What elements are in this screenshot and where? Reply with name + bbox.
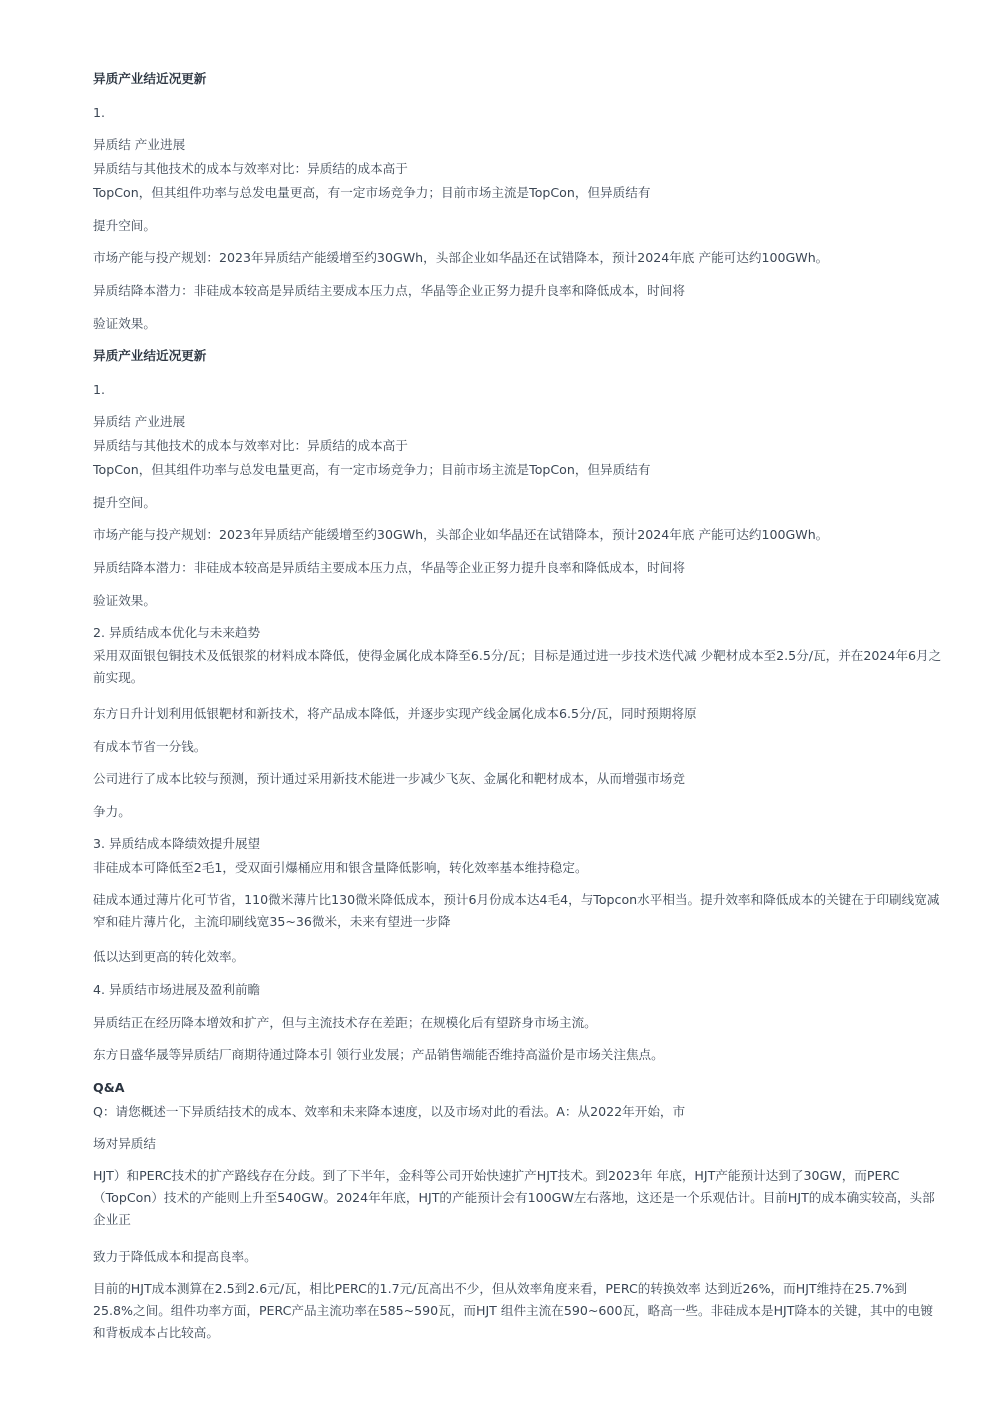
paragraph-line: 场对异质结 xyxy=(93,1136,156,1151)
paragraph-line: TopCon，但其组件功率与总发电量更高，有一定市场竞争力；目前市场主流是TopCon，但异质结有 xyxy=(93,462,651,477)
paragraph: 目前的HJT成本测算在2.5到2.6元/瓦，相比PERC的1.7元/瓦高出不少，但从效率角度来看，PERC的转换效率 达到近26%，而HJT维持在25.7%到25.8%之间。组件功率方面，PERC产品主流功率在585~590瓦，而HJT 组件主流在590~600瓦，略高一些。非硅成本是HJT降本的关键，其中的电镀和背板成本占比较高。 xyxy=(93,1281,933,1340)
paragraph-line: TopCon，但其组件功率与总发电量更高，有一定市场竞争力；目前市场主流是TopCon，但异质结有 xyxy=(93,185,651,200)
paragraph: HJT）和PERC技术的扩产路线存在分歧。到了下半年，金科等公司开始快速扩产HJT技术。到2023年 年底，HJT产能预计达到了30GW，而PERC（TopCon）技术的产能则上升至540GW。2024年年底，HJT的产能预计会有100GW左右落地，这还是一个乐观估计。目前HJT的成本确实较高，头部企业正 xyxy=(93,1168,935,1227)
paragraph-line: 验证效果。 xyxy=(93,593,156,608)
paragraph-line: 公司进行了成本比较与预测，预计通过采用新技术能进一步减少飞灰、金属化和靶材成本，从而增强市场竞 xyxy=(93,771,685,786)
paragraph-line: 市场产能与投产规划：2023年异质结产能缓增至约30GWh，头部企业如华晶还在试错降本，预计2024年底 产能可达约100GWh。 xyxy=(93,527,829,542)
paragraph-line: 异质结正在经历降本增效和扩产，但与主流技术存在差距；在规模化后有望跻身市场主流。 xyxy=(93,1015,597,1030)
paragraph-line: 验证效果。 xyxy=(93,316,156,331)
paragraph: 硅成本通过薄片化可节省，110微米薄片比130微米降低成本，预计6月份成本达4毛4，与Topcon水平相当。提升效率和降低成本的关键在于印刷线宽减窄和硅片薄片化，主流印刷线宽35~36微米，未来有望进一步降 xyxy=(93,892,940,929)
list-number: 1. xyxy=(93,382,106,397)
paragraph-line: Q：请您概述一下异质结技术的成本、效率和未来降本速度，以及市场对此的看法。A：从2022年开始，市 xyxy=(93,1104,686,1119)
list-number: 1. xyxy=(93,105,106,120)
paragraph-line: 异质结与其他技术的成本与效率对比：异质结的成本高于 xyxy=(93,438,408,453)
paragraph-line: 提升空间。 xyxy=(93,495,156,510)
subheading: 异质结 产业进展 xyxy=(93,137,186,152)
paragraph-line: 市场产能与投产规划：2023年异质结产能缓增至约30GWh，头部企业如华晶还在试错降本，预计2024年底 产能可达约100GWh。 xyxy=(93,250,829,265)
qa-heading: Q&A xyxy=(93,1080,125,1095)
subheading: 2. 异质结成本优化与未来趋势 xyxy=(93,625,261,640)
subheading: 3. 异质结成本降绩效提升展望 xyxy=(93,836,261,851)
paragraph-line: 异质结降本潜力：非硅成本较高是异质结主要成本压力点，华晶等企业正努力提升良率和降低成本，时间将 xyxy=(93,283,685,298)
section-heading: 异质产业结近况更新 xyxy=(93,71,207,86)
paragraph-line: 东方日盛华晟等异质结厂商期待通过降本引 领行业发展；产品销售端能否维持高溢价是市场关注焦点。 xyxy=(93,1047,664,1062)
section-heading: 异质产业结近况更新 xyxy=(93,348,207,363)
paragraph-line: 低以达到更高的转化效率。 xyxy=(93,949,245,964)
paragraph-line: 异质结与其他技术的成本与效率对比：异质结的成本高于 xyxy=(93,161,408,176)
paragraph-line: 争力。 xyxy=(93,804,131,819)
paragraph-line: 东方日升计划利用低银靶材和新技术，将产品成本降低，并逐步实现产线金属化成本6.5分/瓦，同时预期将原 xyxy=(93,706,697,721)
subheading: 4. 异质结市场进展及盈利前瞻 xyxy=(93,982,261,997)
paragraph: 采用双面银包铜技术及低银浆的材料成本降低，使得金属化成本降至6.5分/瓦；目标是通过进一步技术迭代减 少靶材成本至2.5分/瓦，并在2024年6月之前实现。 xyxy=(93,648,942,685)
paragraph-line: 非硅成本可降低至2毛1，受双面引爆桶应用和银含量降低影响，转化效率基本维持稳定。 xyxy=(93,860,588,875)
paragraph-line: 异质结降本潜力：非硅成本较高是异质结主要成本压力点，华晶等企业正努力提升良率和降低成本，时间将 xyxy=(93,560,685,575)
paragraph-line: 有成本节省一分钱。 xyxy=(93,739,207,754)
subheading: 异质结 产业进展 xyxy=(93,414,186,429)
paragraph-line: 致力于降低成本和提高良率。 xyxy=(93,1249,257,1264)
paragraph-line: 提升空间。 xyxy=(93,218,156,233)
